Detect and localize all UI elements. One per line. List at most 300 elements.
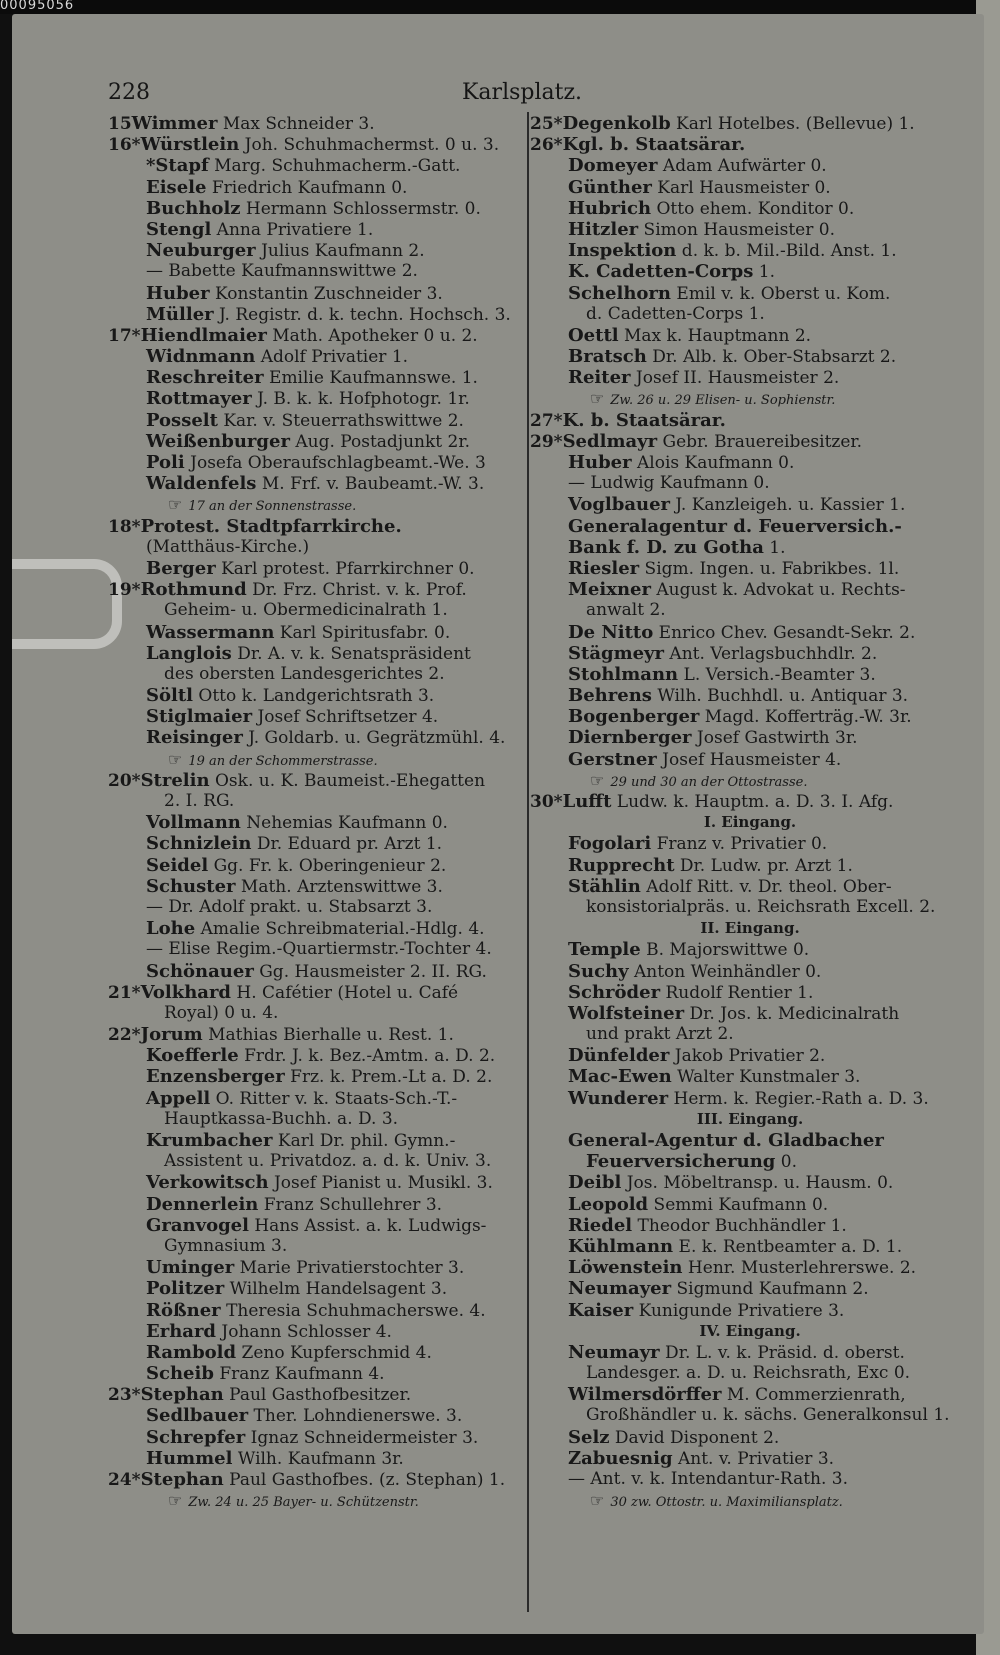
entry-details: Theodor Buchhändler 1. xyxy=(632,1215,847,1236)
directory-entry xyxy=(530,664,970,685)
resident-name: Stephan xyxy=(140,1384,224,1406)
resident-name: Verkowitsch xyxy=(146,1172,269,1194)
entry-details: Amalie Schreibmaterial.-Hdlg. 4. xyxy=(195,919,485,940)
directory-entry xyxy=(108,770,588,791)
directory-entry xyxy=(530,346,970,367)
directory-entry xyxy=(530,431,970,452)
resident-name: Deibl xyxy=(568,1172,622,1194)
entry-details: Henr. Musterlehrerswe. 2. xyxy=(682,1258,917,1279)
directory-entry xyxy=(108,1363,588,1384)
resident-name: Reschreiter xyxy=(146,367,264,389)
directory-entry xyxy=(108,1257,588,1278)
entry-details: H. Cafétier (Hotel u. Café xyxy=(231,982,459,1003)
entry-details: Enrico Chev. Gesandt-Sekr. 2. xyxy=(653,622,916,643)
directory-entry xyxy=(108,1278,588,1299)
resident-name: Rottmayer xyxy=(146,388,252,410)
directory-entry xyxy=(530,410,970,431)
entry-details: Friedrich Kaufmann 0. xyxy=(206,177,408,198)
entry-details: Rudolf Rentier 1. xyxy=(660,982,814,1003)
directory-entry xyxy=(530,791,970,812)
entry-details: Marie Privatierstochter 3. xyxy=(234,1258,465,1279)
directory-entry xyxy=(530,1088,970,1109)
directory-entry xyxy=(530,516,970,537)
directory-entry xyxy=(530,1172,970,1193)
entry-details: Konstantin Zuschneider 3. xyxy=(209,283,443,304)
directory-entry xyxy=(530,261,970,282)
resident-name: Rothmund xyxy=(140,579,247,601)
entry-details: Sigm. Ingen. u. Fabrikbes. 1l. xyxy=(639,558,900,579)
directory-entry xyxy=(108,833,588,854)
entry-details: Hauptkassa-Buchh. a. D. 3. xyxy=(164,1108,399,1129)
resident-name: Meixner xyxy=(568,579,651,601)
entry-details: Marg. Schuhmacherm.-Gatt. xyxy=(208,156,461,177)
resident-name: Riedel xyxy=(568,1214,633,1236)
resident-name: Widnmann xyxy=(146,346,256,368)
directory-entry xyxy=(530,1236,970,1257)
resident-name: Suchy xyxy=(568,960,629,982)
entry-details: — Ant. v. k. Intendantur-Rath. 3. xyxy=(568,1469,849,1489)
directory-entry xyxy=(530,1405,970,1426)
entry-details: — Dr. Adolf prakt. u. Stabsarzt 3. xyxy=(146,896,433,917)
resident-name: Appell xyxy=(146,1087,211,1109)
resident-name: Generalagentur d. Feuerversich.- xyxy=(568,515,902,537)
directory-entry xyxy=(108,855,588,876)
entry-details: Mathias Bierhalle u. Rest. 1. xyxy=(202,1025,454,1046)
directory-entry xyxy=(108,982,588,1003)
pointing-hand-icon: ☞ xyxy=(168,1491,183,1511)
resident-name: Granvogel xyxy=(146,1214,249,1236)
resident-name: Uminger xyxy=(146,1257,235,1279)
directory-entry xyxy=(530,1427,970,1448)
resident-name: Schelhorn xyxy=(568,282,671,304)
directory-entry xyxy=(108,1300,588,1321)
resident-name: Löwenstein xyxy=(568,1257,683,1279)
entry-details: Großhändler u. k. sächs. Generalkonsul 1. xyxy=(586,1405,950,1426)
directory-entry xyxy=(530,113,970,134)
directory-entry xyxy=(108,452,588,473)
directory-entry xyxy=(530,918,970,939)
directory-entry xyxy=(108,516,588,537)
resident-name: Dünfelder xyxy=(568,1045,670,1067)
directory-entry xyxy=(108,1045,588,1066)
resident-name: Riesler xyxy=(568,557,640,579)
entry-details: J. Registr. d. k. techn. Hochsch. 3. xyxy=(213,304,511,325)
directory-entry xyxy=(108,1088,588,1109)
resident-name: Krumbacher xyxy=(146,1130,273,1151)
directory-entry xyxy=(530,1130,970,1151)
directory-entry xyxy=(530,494,970,515)
directory-entry xyxy=(108,388,588,409)
directory-entry xyxy=(108,1490,588,1511)
resident-name: Gerstner xyxy=(568,748,657,770)
entry-details: Gg. Hausmeister 2. II. RG. xyxy=(253,961,487,982)
entry-details: Math. Apotheker 0 u. 2. xyxy=(266,325,478,346)
directory-entry xyxy=(108,897,588,918)
entry-details: Josef II. Hausmeister 2. xyxy=(630,368,840,389)
resident-name: Protest. Stadtpfarrkirche. xyxy=(140,515,402,537)
pointing-hand-icon: ☞ xyxy=(168,495,183,515)
entry-details: anwalt 2. xyxy=(586,600,666,621)
resident-name: Koefferle xyxy=(146,1045,239,1067)
resident-name: Schrepfer xyxy=(146,1426,246,1448)
directory-entry xyxy=(530,558,970,579)
directory-entry xyxy=(108,1172,588,1193)
house-number: 25* xyxy=(530,114,563,134)
entry-details: Assistent u. Privatdoz. a. d. k. Univ. 3. xyxy=(164,1151,492,1172)
directory-entry xyxy=(108,473,588,494)
directory-entry xyxy=(108,1024,588,1045)
directory-entry xyxy=(530,1066,970,1087)
directory-entry xyxy=(108,558,588,579)
entry-details: Adam Aufwärter 0. xyxy=(657,156,827,177)
resident-name: Langlois xyxy=(146,642,232,664)
entry-details: Kunigunde Privatiere 3. xyxy=(633,1300,845,1321)
entry-details: III. Eingang. xyxy=(696,1109,804,1128)
entry-details: Ant. v. Privatier 3. xyxy=(672,1448,835,1469)
resident-name: Dennerlein xyxy=(146,1193,259,1215)
entry-details: Gymnasium 3. xyxy=(164,1235,288,1256)
resident-name: Politzer xyxy=(146,1278,225,1300)
resident-name: Sedlbauer xyxy=(146,1405,249,1427)
entry-details: Josef Gastwirth 3r. xyxy=(691,728,858,749)
entry-details: Dr. L. v. k. Präsid. d. oberst. xyxy=(659,1342,905,1363)
directory-entry xyxy=(108,664,588,685)
entry-details: 1. xyxy=(763,537,786,558)
resident-name: Huber xyxy=(146,282,210,304)
resident-name: Feuerversicherung xyxy=(586,1151,776,1173)
entry-details: Franz v. Privatier 0. xyxy=(651,834,828,855)
resident-name: Leopold xyxy=(568,1193,649,1215)
directory-entry xyxy=(530,643,970,664)
resident-name: K. b. Staatsärar. xyxy=(562,409,726,431)
house-number: 15 xyxy=(108,114,132,134)
directory-entry xyxy=(530,177,970,198)
entry-details: Royal) 0 u. 4. xyxy=(164,1002,279,1023)
entry-details: Emilie Kaufmannswe. 1. xyxy=(263,368,478,389)
entry-details: E. k. Rentbeamter a. D. 1. xyxy=(673,1236,903,1257)
resident-name: Fogolari xyxy=(568,833,652,855)
directory-entry xyxy=(530,855,970,876)
directory-entry xyxy=(530,685,970,706)
entry-details: (Matthäus-Kirche.) xyxy=(146,536,310,557)
left-column xyxy=(108,113,588,1511)
directory-entry xyxy=(108,261,588,282)
directory-entry xyxy=(108,1384,588,1405)
directory-entry xyxy=(530,1003,970,1024)
entry-details: Zw. 26 u. 29 Elisen- u. Sophienstr. xyxy=(610,393,836,409)
entry-details: B. Majorswittwe 0. xyxy=(640,940,810,961)
resident-name: Vollmann xyxy=(146,812,241,834)
resident-name: Wilmersdörffer xyxy=(568,1384,722,1406)
entry-details: Aug. Postadjunkt 2r. xyxy=(289,431,470,452)
entry-details: Dr. A. v. k. Senatspräsident xyxy=(231,643,471,664)
directory-entry xyxy=(108,1003,588,1024)
entry-details: 29 und 30 an der Ottostrasse. xyxy=(610,774,808,790)
resident-name: Kaiser xyxy=(568,1299,634,1321)
directory-entry xyxy=(530,473,970,494)
directory-entry xyxy=(530,1215,970,1236)
entry-details: Otto k. Landgerichtsrath 3. xyxy=(193,686,435,707)
entry-details: — Babette Kaufmannswittwe 2. xyxy=(146,261,418,282)
entry-details: Alois Kaufmann 0. xyxy=(631,453,795,473)
directory-entry xyxy=(530,1194,970,1215)
resident-name: Schönauer xyxy=(146,960,254,982)
resident-name: Rupprecht xyxy=(568,854,675,876)
resident-name: *Stapf xyxy=(146,155,209,177)
directory-entry xyxy=(108,1427,588,1448)
entry-details: Walter Kunstmaler 3. xyxy=(671,1067,861,1088)
house-number: 18* xyxy=(108,516,141,537)
house-number: 27* xyxy=(530,410,563,431)
scan-id: 00095056 xyxy=(0,0,75,13)
page-clip xyxy=(12,559,122,649)
resident-name: Schuster xyxy=(146,875,236,897)
directory-entry xyxy=(530,727,970,748)
directory-entry xyxy=(530,219,970,240)
resident-name: Müller xyxy=(146,303,214,325)
resident-name: Hubrich xyxy=(568,197,652,219)
directory-entry xyxy=(108,579,588,600)
directory-entry xyxy=(530,367,970,388)
house-number: 17* xyxy=(108,325,141,346)
entry-details: konsistorialpräs. u. Reichsrath Excell. 2. xyxy=(586,896,936,917)
directory-entry xyxy=(530,1384,970,1405)
directory-entry xyxy=(530,304,970,325)
directory-entry xyxy=(530,1278,970,1299)
directory-entry xyxy=(108,685,588,706)
directory-entry xyxy=(530,155,970,176)
entry-details: Karl protest. Pfarrkirchner 0. xyxy=(215,558,475,579)
entry-details: I. Eingang. xyxy=(703,813,797,832)
directory-entry xyxy=(530,1024,970,1045)
entry-details: Anna Privatiere 1. xyxy=(211,219,374,240)
entry-details: 30 zw. Ottostr. u. Maximiliansplatz. xyxy=(610,1495,843,1511)
resident-name: Behrens xyxy=(568,685,652,707)
resident-name: Neuburger xyxy=(146,240,256,262)
resident-name: Kühlmann xyxy=(568,1235,674,1257)
resident-name: Diernberger xyxy=(568,727,692,749)
directory-entry xyxy=(530,939,970,960)
entry-details: Max k. Hauptmann 2. xyxy=(618,325,812,346)
entry-details: Simon Hausmeister 0. xyxy=(638,219,835,240)
resident-name: Jorum xyxy=(140,1024,203,1046)
entry-details: des obersten Landesgerichtes 2. xyxy=(164,663,445,684)
resident-name: Neumayr xyxy=(568,1341,660,1363)
entry-details: Landesger. a. D. u. Reichsrath, Exc 0. xyxy=(586,1363,911,1384)
house-number: 22* xyxy=(108,1025,141,1046)
directory-entry xyxy=(108,749,588,770)
entry-details: Karl Hausmeister 0. xyxy=(651,177,831,198)
directory-entry xyxy=(530,812,970,833)
entry-details: Dr. Frz. Christ. v. k. Prof. xyxy=(246,580,467,601)
entry-details: Dr. Eduard pr. Arzt 1. xyxy=(251,834,443,855)
entry-details: Theresia Schuhmacherswe. 4. xyxy=(220,1300,486,1321)
entry-details: Dr. Alb. k. Ober-Stabsarzt 2. xyxy=(646,347,897,368)
directory-entry xyxy=(108,494,588,515)
resident-name: Neumayer xyxy=(568,1278,672,1300)
entry-details: Anton Weinhändler 0. xyxy=(628,961,822,982)
resident-name: Stählin xyxy=(568,875,641,897)
entry-details: L. Versich.-Beamter 3. xyxy=(678,664,876,685)
resident-name: General-Agentur d. Gladbacher xyxy=(568,1130,884,1151)
directory-entry xyxy=(108,706,588,727)
entry-details: Semmi Kaufmann 0. xyxy=(648,1194,829,1215)
resident-name: Oettl xyxy=(568,324,619,346)
resident-name: Huber xyxy=(568,452,632,473)
entry-details: Zeno Kupferschmid 4. xyxy=(236,1342,432,1363)
directory-entry xyxy=(530,325,970,346)
resident-name: Volkhard xyxy=(140,981,232,1003)
resident-name: Wimmer xyxy=(131,113,218,134)
entry-details: Adolf Ritt. v. Dr. theol. Ober- xyxy=(640,876,892,897)
scan-top-strip xyxy=(0,0,1000,14)
directory-entry xyxy=(530,897,970,918)
entry-details: J. Goldarb. u. Gegrätzmühl. 4. xyxy=(242,728,506,749)
entry-details: Dr. Ludw. pr. Arzt 1. xyxy=(674,855,853,876)
entry-details: Frdr. J. k. Bez.-Amtm. a. D. 2. xyxy=(238,1046,496,1067)
directory-entry xyxy=(530,240,970,261)
entry-details: Emil v. k. Oberst u. Kom. xyxy=(671,283,891,304)
resident-name: Seidel xyxy=(146,854,209,876)
resident-name: Temple xyxy=(568,939,641,961)
resident-name: Kgl. b. Staatsärar. xyxy=(562,134,746,156)
directory-entry xyxy=(108,304,588,325)
entry-details: Paul Gasthofbesitzer. xyxy=(223,1385,412,1406)
entry-details: d. k. b. Mil.-Bild. Anst. 1. xyxy=(676,241,897,262)
directory-entry xyxy=(108,939,588,960)
entry-details: David Disponent 2. xyxy=(609,1427,780,1448)
resident-name: Weißenburger xyxy=(146,430,290,452)
directory-entry xyxy=(108,346,588,367)
resident-name: Scheib xyxy=(146,1363,214,1385)
resident-name: Erhard xyxy=(146,1320,217,1342)
entry-details: Gebr. Brauereibesitzer. xyxy=(657,431,863,452)
entry-details: Zw. 24 u. 25 Bayer- u. Schützenstr. xyxy=(188,1495,419,1511)
directory-entry xyxy=(530,1363,970,1384)
entry-details: Franz Schullehrer 3. xyxy=(258,1194,443,1215)
entry-details: Josef Pianist u. Musikl. 3. xyxy=(268,1173,493,1194)
entry-details: Wilh. Buchhdl. u. Antiquar 3. xyxy=(651,686,909,707)
entry-details: IV. Eingang. xyxy=(699,1321,801,1340)
directory-entry xyxy=(108,961,588,982)
directory-entry xyxy=(108,727,588,748)
directory-entry xyxy=(530,1300,970,1321)
resident-name: Strelin xyxy=(140,769,210,791)
directory-entry xyxy=(108,1342,588,1363)
resident-name: De Nitto xyxy=(568,621,654,643)
entry-details: M. Frf. v. Baubeamt.-W. 3. xyxy=(256,474,485,495)
pointing-hand-icon: ☞ xyxy=(590,770,605,790)
entry-details: Wilhelm Handelsagent 3. xyxy=(224,1279,448,1300)
resident-name: Schröder xyxy=(568,981,661,1003)
entry-details: 2. I. RG. xyxy=(164,791,235,811)
directory-entry xyxy=(108,198,588,219)
directory-entry xyxy=(108,1405,588,1426)
house-number: 21* xyxy=(108,982,141,1003)
directory-entry xyxy=(108,600,588,621)
resident-name: Selz xyxy=(568,1426,610,1448)
directory-entry xyxy=(108,1236,588,1257)
resident-name: Degenkolb xyxy=(562,113,671,134)
resident-name: Lohe xyxy=(146,918,196,940)
resident-name: Söltl xyxy=(146,685,193,707)
resident-name: Schnizlein xyxy=(146,833,252,855)
directory-entry xyxy=(530,706,970,727)
entry-details: Otto ehem. Konditor 0. xyxy=(651,198,855,219)
directory-entry xyxy=(530,1151,970,1172)
directory-entry xyxy=(530,1448,970,1469)
directory-entry xyxy=(108,367,588,388)
resident-name: Stephan xyxy=(140,1469,224,1490)
directory-entry xyxy=(530,198,970,219)
resident-name: Bratsch xyxy=(568,346,647,368)
directory-entry xyxy=(530,283,970,304)
house-number: 29* xyxy=(530,431,563,452)
running-head: Karlsplatz. xyxy=(462,80,583,105)
entry-details: Jos. Möbeltransp. u. Hausm. 0. xyxy=(621,1173,894,1194)
entry-details: Adolf Privatier 1. xyxy=(255,347,409,368)
pointing-hand-icon: ☞ xyxy=(590,1491,605,1511)
directory-entry xyxy=(530,1469,970,1490)
directory-entry xyxy=(108,1066,588,1087)
directory-entry xyxy=(530,770,970,791)
entry-details: 0. xyxy=(775,1152,798,1173)
directory-entry xyxy=(108,431,588,452)
directory-entry xyxy=(530,388,970,409)
resident-name: Buchholz xyxy=(146,197,241,219)
directory-entry xyxy=(530,1257,970,1278)
resident-name: Sedlmayr xyxy=(562,430,658,452)
entry-details: Herm. k. Regier.-Rath a. D. 3. xyxy=(668,1088,929,1109)
resident-name: Enzensberger xyxy=(146,1066,285,1088)
house-number: 20* xyxy=(108,770,141,791)
resident-name: Bogenberger xyxy=(568,706,700,728)
entry-details: Karl Spiritusfabr. 0. xyxy=(274,622,451,643)
resident-name: Rambold xyxy=(146,1341,237,1363)
house-number: 16* xyxy=(108,135,141,156)
directory-entry xyxy=(530,622,970,643)
directory-entry xyxy=(530,600,970,621)
right-column xyxy=(530,113,970,1511)
entry-details: Osk. u. K. Baumeist.-Ehegatten xyxy=(209,770,486,791)
directory-entry xyxy=(108,134,588,155)
directory-entry xyxy=(108,643,588,664)
directory-entry xyxy=(108,1151,588,1172)
resident-name: Posselt xyxy=(146,409,218,431)
resident-name: Günther xyxy=(568,176,652,198)
entry-details: Franz Kaufmann 4. xyxy=(213,1364,385,1385)
resident-name: Hiendlmaier xyxy=(140,324,267,346)
entry-details: Karl Dr. phil. Gymn.- xyxy=(272,1131,456,1151)
directory-entry xyxy=(108,283,588,304)
house-number: 19* xyxy=(108,580,141,601)
resident-name: Stohlmann xyxy=(568,663,679,685)
entry-details: Josef Hausmeister 4. xyxy=(656,749,842,770)
resident-name: Hitzler xyxy=(568,218,639,240)
entry-details: Nehemias Kaufmann 0. xyxy=(240,813,448,834)
entry-details: Johann Schlosser 4. xyxy=(216,1321,392,1342)
resident-name: Stiglmaier xyxy=(146,706,253,728)
entry-details: II. Eingang. xyxy=(700,919,800,938)
directory-entry xyxy=(530,134,970,155)
directory-entry xyxy=(530,982,970,1003)
entry-details: M. Commerzienrath, xyxy=(721,1385,906,1406)
entry-details: Gg. Fr. k. Oberingenieur 2. xyxy=(208,855,447,876)
entry-details: Hermann Schlossermstr. 0. xyxy=(240,198,481,219)
house-number: 23* xyxy=(108,1385,141,1406)
resident-name: Stägmeyr xyxy=(568,642,665,664)
entry-details: 17 an der Sonnenstrasse. xyxy=(188,499,357,515)
